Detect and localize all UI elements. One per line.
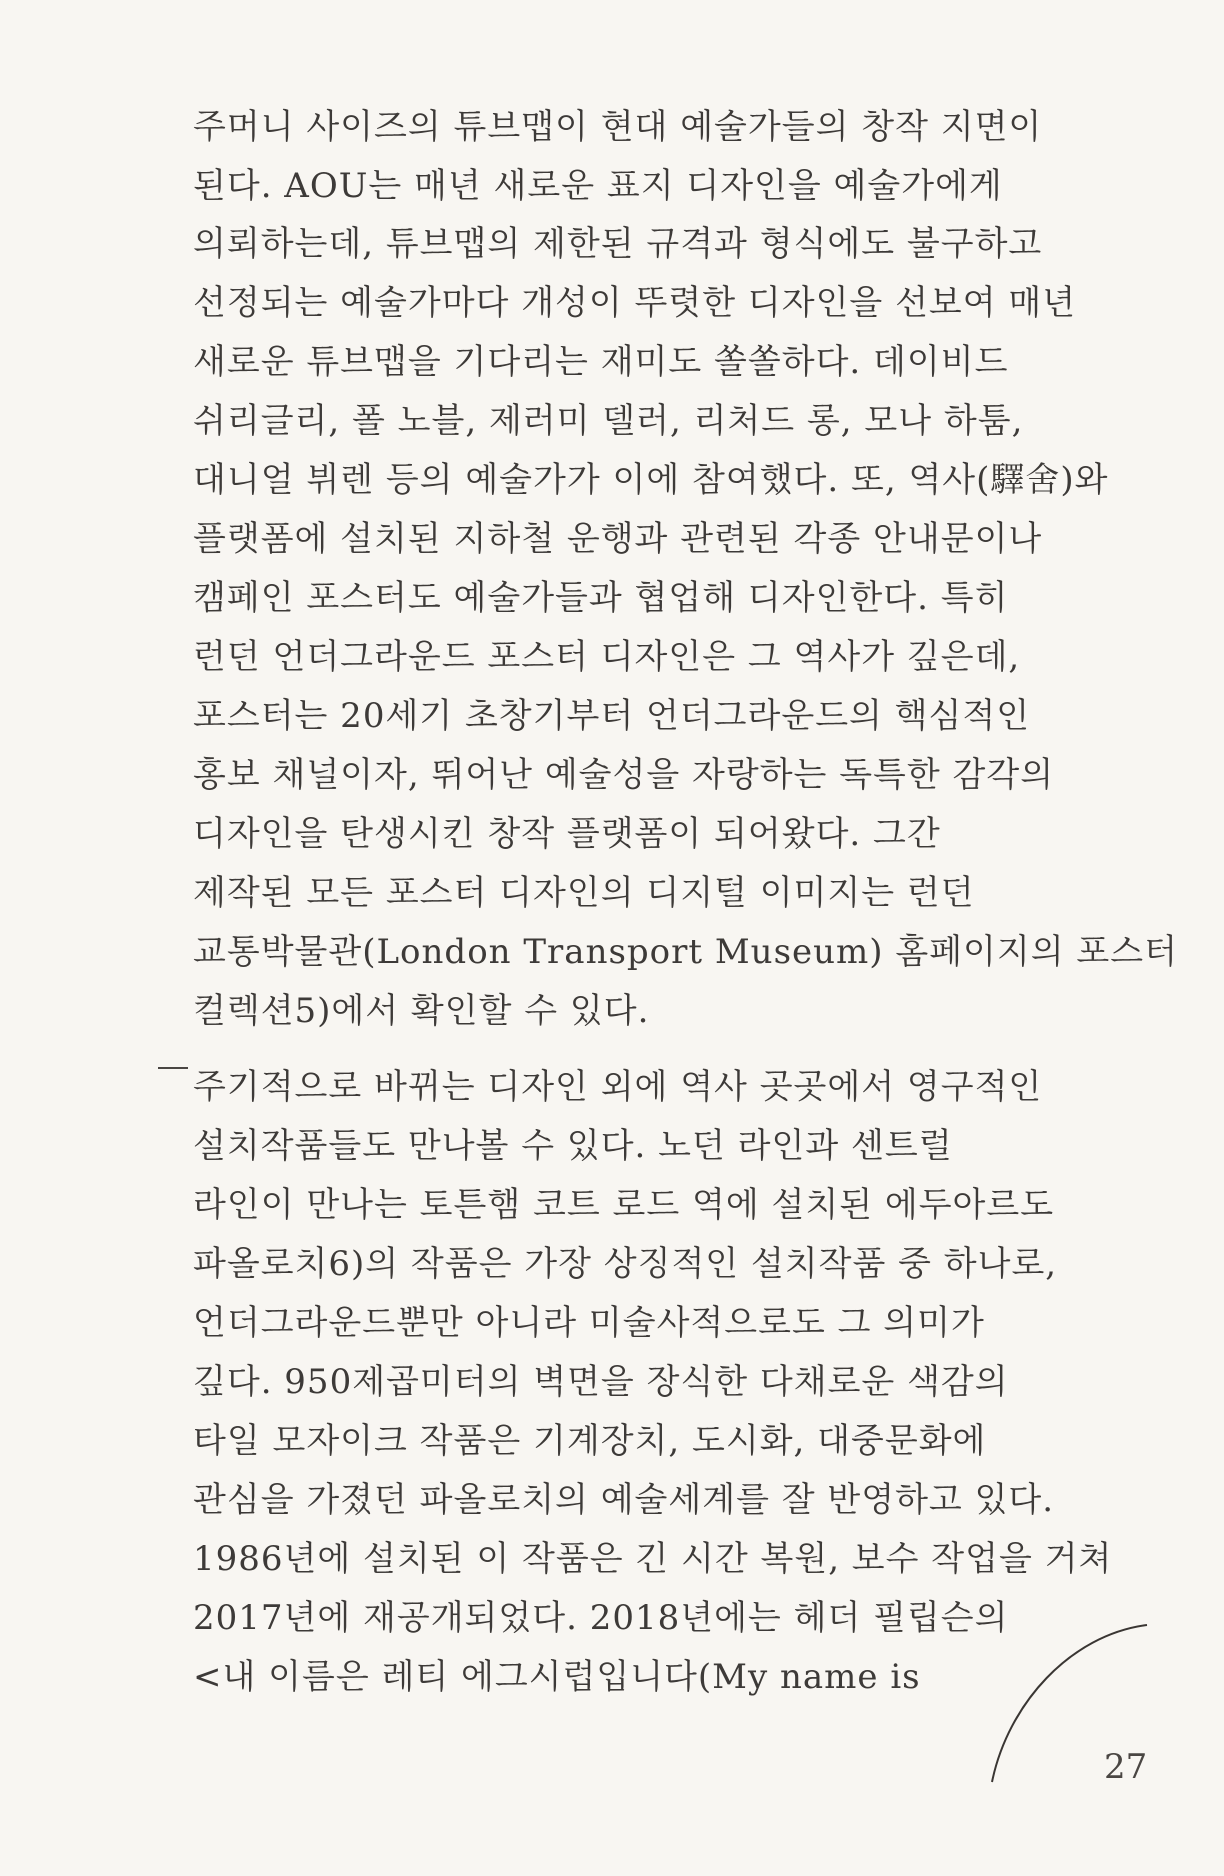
body-line-8: 플랫폼에 설치된 지하철 운행과 관련된 각종 안내문이나 [193, 519, 1043, 559]
body-line-26: 2017년에 재공개되었다. 2018년에는 헤더 필립슨의 [193, 1598, 1009, 1638]
page-number: 27 [1104, 1747, 1148, 1787]
body-line-17: 주기적으로 바뀌는 디자인 외에 역사 곳곳에서 영구적인 [193, 1067, 1043, 1107]
body-line-22: 깊다. 950제곱미터의 벽면을 장식한 다채로운 색감의 [193, 1362, 1009, 1402]
body-line-14: 제작된 모든 포스터 디자인의 디지털 이미지는 런던 [193, 873, 975, 913]
body-line-20: 파올로치6)의 작품은 가장 상징적인 설치작품 중 하나로, [193, 1244, 1058, 1284]
body-line-6: 쉬리글리, 폴 노블, 제러미 델러, 리처드 롱, 모나 하툼, [193, 401, 1024, 441]
body-line-13: 디자인을 탄생시킨 창작 플랫폼이 되어왔다. 그간 [193, 814, 941, 854]
body-line-25: 1986년에 설치된 이 작품은 긴 시간 복원, 보수 작업을 거쳐 [193, 1539, 1113, 1579]
body-line-3: 의뢰하는데, 튜브맵의 제한된 규격과 형식에도 불구하고 [193, 224, 1043, 264]
section-separator [158, 1067, 188, 1069]
body-line-10: 런던 언더그라운드 포스터 디자인은 그 역사가 깊은데, [193, 637, 1021, 677]
body-line-23: 타일 모자이크 작품은 기계장치, 도시화, 대중문화에 [193, 1421, 987, 1461]
body-line-9: 캠페인 포스터도 예술가들과 협업해 디자인한다. 특히 [193, 578, 1009, 618]
body-line-27: <내 이름은 레티 에그시럽입니다(My name is [193, 1657, 921, 1697]
body-line-1: 주머니 사이즈의 튜브맵이 현대 예술가들의 창작 지면이 [193, 107, 1043, 147]
body-line-7: 대니얼 뷔렌 등의 예술가가 이에 참여했다. 또, 역사(驛舍)와 [193, 460, 1109, 500]
body-line-4: 선정되는 예술가마다 개성이 뚜렷한 디자인을 선보여 매년 [193, 283, 1077, 323]
body-line-15: 교통박물관(London Transport Museum) 홈페이지의 포스터 [193, 932, 1178, 972]
body-line-2: 된다. AOU는 매년 새로운 표지 디자인을 예술가에게 [193, 166, 1003, 206]
body-line-19: 라인이 만나는 토튼햄 코트 로드 역에 설치된 에두아르도 [193, 1185, 1055, 1225]
body-line-5: 새로운 튜브맵을 기다리는 재미도 쏠쏠하다. 데이비드 [193, 342, 1009, 382]
body-line-16: 컬렉션5)에서 확인할 수 있다. [193, 991, 650, 1031]
body-line-24: 관심을 가졌던 파올로치의 예술세계를 잘 반영하고 있다. [193, 1480, 1055, 1520]
body-line-21: 언더그라운드뿐만 아니라 미술사적으로도 그 의미가 [193, 1303, 985, 1343]
body-line-11: 포스터는 20세기 초창기부터 언더그라운드의 핵심적인 [193, 696, 1031, 736]
body-line-12: 홍보 채널이자, 뛰어난 예술성을 자랑하는 독특한 감각의 [193, 755, 1055, 795]
body-line-18: 설치작품들도 만나볼 수 있다. 노던 라인과 센트럴 [193, 1126, 953, 1166]
